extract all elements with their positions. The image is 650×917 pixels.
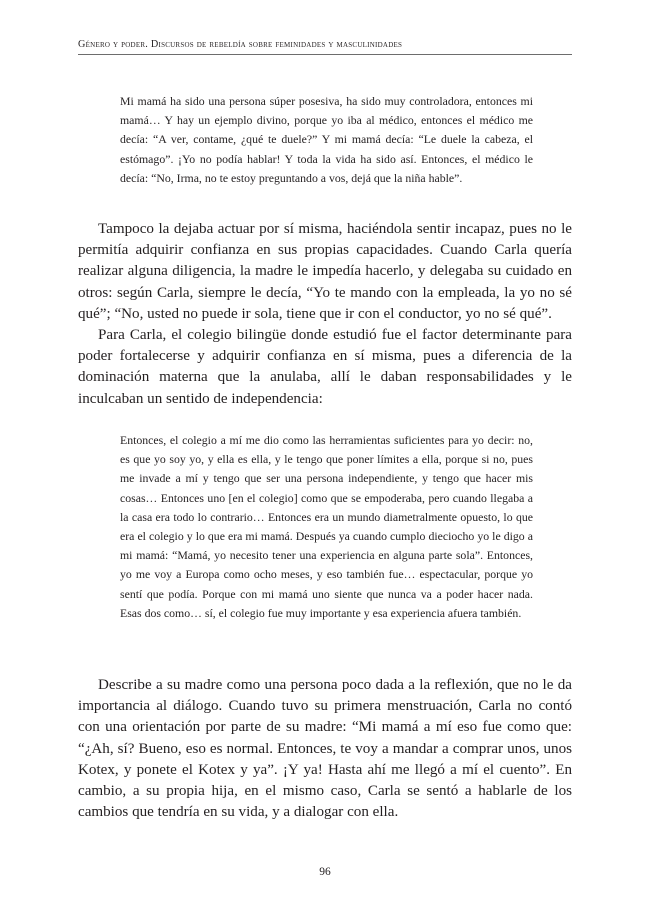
page-number: 96 xyxy=(319,866,331,878)
block-quote-mother-doctor: Mi mamá ha sido una persona súper posesiva, ha sido muy controladora, entonces mi mamá… Y hay un ejemplo divino, porque yo iba al médico, entonces el médico me decía: “A ver, contame, ¿qué te duele?” Y mi mamá decía: “Le duele la cabeza, el estómago”. ¡Yo no podía hablar! Y toda la vida ha sido así. Entonces, el médico le decía: “No, Irma, no te estoy preguntando a vos, dejá que la niña hable”. xyxy=(120,94,533,185)
running-header: Género y poder. Discursos de rebeldía sobre feminidades y masculinidades xyxy=(78,39,403,50)
body-paragraph-2: Para Carla, el colegio bilingüe donde estudió fue el factor determinante para poder fortalecerse y adquirir confianza en sí misma, pues a diferencia de la dominación materna que la anulaba, allí le daban responsabilidades y le inculcaban un sentido de independencia: xyxy=(78,327,572,407)
body-paragraphs-bottom xyxy=(78,675,572,823)
header-divider xyxy=(78,54,572,55)
body-paragraph-1: Tampoco la dejaba actuar por sí misma, haciéndola sentir incapaz, pues no le permitía adquirir confianza en sus propias capacidades. Cuando Carla quería realizar alguna diligencia, la madre le impedía hacerlo, y delegaba su cuidado en otros: según Carla, siempre le decía, “Yo te mando con la empleada, la yo no sé qué”; “No, usted no puede ir sola, tiene que ir con el conductor, yo no sé qué”. xyxy=(78,221,572,322)
body-paragraph-3: Describe a su madre como una persona poco dada a la reflexión, que no le da importancia al diálogo. Cuando tuvo su primera menstruación, Carla no contó con una orientación por parte de su madre: “Mi mamá a mí eso fue como que: “¿Ah, sí? Bueno, eso es normal. Entonces, te voy a mandar a comprar unos, unos Kotex, y ponete el Kotex y ya”. ¡Y ya! Hasta ahí me llegó a mí el cuento”. En cambio, a su propia hija, en el mismo caso, Carla se sentó a hablarle de los cambios que tendría en su vida, y a dialogar con ella. xyxy=(78,677,572,821)
body-paragraphs-top xyxy=(78,219,572,410)
block-quote-school: Entonces, el colegio a mí me dio como las herramientas suficientes para yo decir: no, es que yo soy yo, y ella es ella, y le tengo que poner límites a ella, porque si no, pues me invade a mí y tengo que ser una persona independiente, y tengo que hacer mis cosas… Entonces uno [en el colegio] como que se empoderaba, pero cuando llegaba a la casa era todo lo contrario… Entonces era un mundo diametralmente opuesto, lo que era el colegio y lo que era mi mamá. Después ya cuando cumplo dieciocho yo le digo a mi mamá: “Mamá, yo necesito tener una experiencia en alguna parte sola”. Entonces, yo me voy a Europa como ocho meses, y eso también fue… espectacular, porque yo sentí que podía. Porque con mi mamá uno siente que nunca va a poder hacer nada. Esas dos como… sí, el colegio fue muy importante y esa experiencia afuera también. xyxy=(120,433,533,620)
